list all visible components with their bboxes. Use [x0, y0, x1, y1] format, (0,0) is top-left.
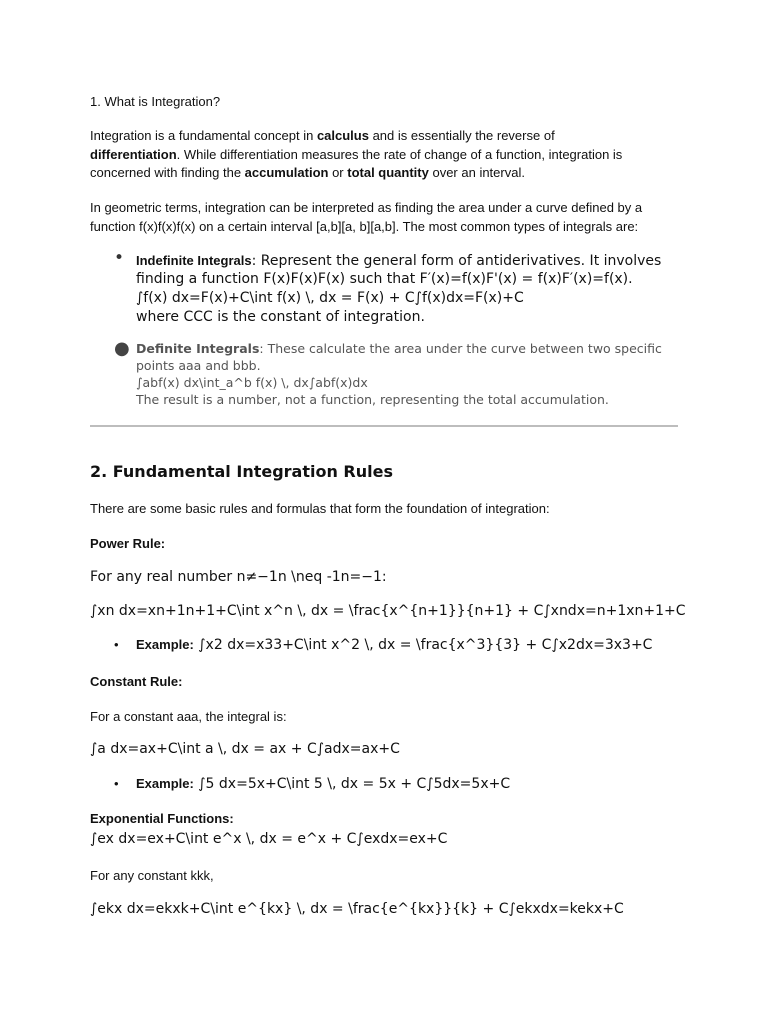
- definite-formula: ∫abf(x) dx\int_a^b f(x) \, dx∫abf(x)dx: [136, 375, 368, 390]
- bullet-dot-icon: •: [114, 248, 125, 268]
- power-rule-formula: ∫xn dx=xn+1n+1+C\int x^n \, dx = \frac{x^{n+1}}{n+1} + C∫xndx=n+1xn+1+C: [90, 603, 686, 619]
- indefinite-line-4: where CCC is the constant of integration.: [136, 309, 425, 325]
- power-rule-heading: Power Rule:: [90, 536, 166, 551]
- constant-rule-formula: ∫a dx=ax+C\int a \, dx = ax + C∫adx=ax+C: [90, 741, 400, 757]
- bullet-dot-icon: ●: [114, 338, 130, 359]
- intro-line-2: differentiation. While differentiation measures the rate of change of a function, integration is: [90, 147, 623, 162]
- definite-line-1: Definite Integrals: These calculate the area under the curve between two specific: [136, 341, 662, 356]
- indefinite-formula: ∫f(x) dx=F(x)+C\int f(x) \, dx = F(x) + C∫f(x)dx=F(x)+C: [136, 290, 524, 306]
- exponential-condition: For any constant kkk,: [90, 868, 214, 883]
- bullet-dot-icon: •: [114, 776, 119, 791]
- section-2-intro: There are some basic rules and formulas that form the foundation of integration:: [90, 501, 550, 516]
- power-rule-condition: For any real number n≠−1n \neq -1n=−1:: [90, 569, 387, 585]
- exponential-formula: ∫ex dx=ex+C\int e^x \, dx = e^x + C∫exdx=ex+C: [90, 831, 448, 847]
- intro-line-1: Integration is a fundamental concept in calculus and is essentially the reverse of: [90, 128, 555, 143]
- definite-line-4: The result is a number, not a function, representing the total accumulation.: [136, 392, 609, 407]
- horizontal-rule: [90, 425, 678, 427]
- constant-rule-heading: Constant Rule:: [90, 674, 183, 689]
- exponential-formula-k: ∫ekx dx=ekxk+C\int e^{kx} \, dx = \frac{e^{kx}}{k} + C∫ekxdx=kekx+C: [90, 901, 624, 917]
- power-rule-example: Example: ∫x2 dx=x33+C\int x^2 \, dx = \frac{x^3}{3} + C∫x2dx=3x3+C: [136, 637, 653, 653]
- constant-rule-example: Example: ∫5 dx=5x+C\int 5 \, dx = 5x + C∫5dx=5x+C: [136, 776, 511, 792]
- indefinite-line-2: finding a function F(x)F(x)F(x) such that F′(x)=f(x)F'(x) = f(x)F′(x)=f(x).: [136, 271, 633, 287]
- indefinite-line-1: Indefinite Integrals: Represent the general form of antiderivatives. It involves: [136, 253, 662, 269]
- section-2-title: 2. Fundamental Integration Rules: [90, 462, 393, 481]
- geometric-line-1: In geometric terms, integration can be interpreted as finding the area under a curve defined by a: [90, 200, 643, 215]
- bullet-dot-icon: •: [114, 637, 119, 652]
- exponential-heading: Exponential Functions:: [90, 811, 234, 826]
- intro-line-3: concerned with finding the accumulation or total quantity over an interval.: [90, 165, 525, 180]
- geometric-line-2: function f(x)f(x)f(x) on a certain interval [a,b][a, b][a,b]. The most common types of integrals are:: [90, 219, 639, 234]
- constant-rule-condition: For a constant aaa, the integral is:: [90, 709, 287, 724]
- definite-line-2: points aaa and bbb.: [136, 358, 261, 373]
- section-1-title: 1. What is Integration?: [90, 94, 221, 109]
